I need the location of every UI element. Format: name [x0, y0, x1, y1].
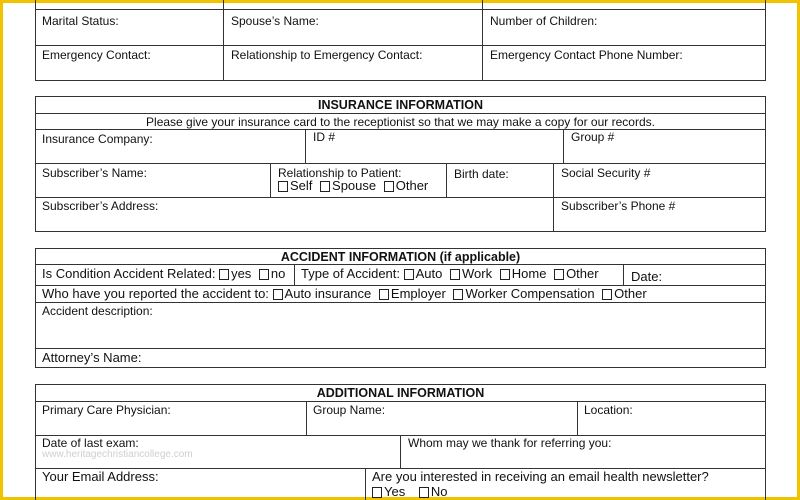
other-reported-label: Other — [614, 286, 647, 301]
accident-related-row — [42, 267, 285, 281]
home-label: Home — [511, 266, 547, 281]
other-accident-checkbox[interactable] — [554, 269, 564, 280]
reported-row — [42, 287, 651, 301]
referral-label: Whom may we thank for referring you: — [408, 436, 612, 450]
worker-comp-label: Worker Compensation — [465, 286, 595, 301]
accident-type-row — [301, 267, 603, 281]
location-label: Location: — [584, 403, 633, 417]
accident-no-checkbox[interactable] — [259, 269, 269, 280]
last-exam-label: Date of last exam: — [42, 436, 139, 450]
birth-date-label: Birth date: — [454, 167, 509, 181]
personal-section — [35, 0, 766, 81]
auto-insurance-label: Auto insurance — [284, 286, 372, 301]
employer-label: Employer — [390, 286, 446, 301]
auto-insurance-checkbox[interactable] — [273, 289, 283, 300]
newsletter-no-label: No — [430, 484, 448, 499]
newsletter-yes-checkbox[interactable] — [372, 487, 382, 498]
work-label: Work — [462, 266, 493, 281]
newsletter-label: Are you interested in receiving an email health newsletter? — [372, 469, 709, 484]
additional-title: ADDITIONAL INFORMATION — [316, 386, 485, 400]
relationship-label: Relationship to Patient: — [278, 166, 402, 180]
relationship-emergency-label: Relationship to Emergency Contact: — [231, 48, 423, 62]
reported-label: Who have you reported the accident to: — [42, 286, 269, 301]
accident-type-label: Type of Accident: — [301, 266, 401, 281]
spouse-checkbox[interactable] — [320, 181, 330, 192]
other-relationship-label: Other — [395, 178, 429, 193]
ssn-label: Social Security # — [561, 166, 651, 180]
insurance-id-label: ID # — [313, 130, 336, 144]
insurance-company-label: Insurance Company: — [42, 132, 153, 146]
email-label: Your Email Address: — [42, 469, 159, 484]
home-checkbox[interactable] — [500, 269, 510, 280]
insurance-note: Please give your insurance card to the receptionist so that we may make a copy for our records. — [146, 115, 655, 129]
insurance-title: INSURANCE INFORMATION — [317, 98, 484, 112]
accident-description-label: Accident description: — [42, 304, 153, 318]
emergency-phone-label: Emergency Contact Phone Number: — [490, 48, 683, 62]
insurance-group-label: Group # — [571, 130, 615, 144]
newsletter-yes-label: Yes — [384, 484, 406, 499]
self-label: Self — [290, 178, 313, 193]
other-reported-checkbox[interactable] — [602, 289, 612, 300]
pcp-label: Primary Care Physician: — [42, 403, 171, 417]
relationship-options — [278, 179, 432, 193]
other-relationship-checkbox[interactable] — [384, 181, 394, 192]
subscriber-name-label: Subscriber’s Name: — [42, 166, 147, 180]
newsletter-options — [372, 485, 451, 499]
attorney-name-label: Attorney’s Name: — [42, 350, 142, 365]
emergency-contact-label: Emergency Contact: — [42, 48, 151, 62]
spouse-label: Spouse — [332, 178, 377, 193]
subscriber-address-label: Subscriber’s Address: — [42, 199, 159, 213]
worker-comp-checkbox[interactable] — [453, 289, 463, 300]
accident-date-label: Date: — [631, 269, 663, 284]
spouse-name-label: Spouse’s Name: — [231, 14, 319, 28]
self-checkbox[interactable] — [278, 181, 288, 192]
work-checkbox[interactable] — [450, 269, 460, 280]
accident-related-label: Is Condition Accident Related: — [42, 266, 216, 281]
num-children-label: Number of Children: — [490, 14, 598, 28]
watermark: www.heritagechristiancollege.com — [42, 449, 193, 460]
accident-yes-checkbox[interactable] — [219, 269, 229, 280]
employer-checkbox[interactable] — [379, 289, 389, 300]
accident-yes-label: yes — [231, 266, 252, 281]
other-accident-label: Other — [566, 266, 599, 281]
auto-label: Auto — [415, 266, 443, 281]
accident-title: ACCIDENT INFORMATION (if applicable) — [280, 250, 521, 264]
newsletter-no-checkbox[interactable] — [419, 487, 429, 498]
group-name-label: Group Name: — [313, 403, 386, 417]
auto-checkbox[interactable] — [404, 269, 414, 280]
accident-no-label: no — [270, 266, 286, 281]
subscriber-phone-label: Subscriber’s Phone # — [561, 199, 676, 213]
marital-status-label: Marital Status: — [42, 14, 119, 28]
